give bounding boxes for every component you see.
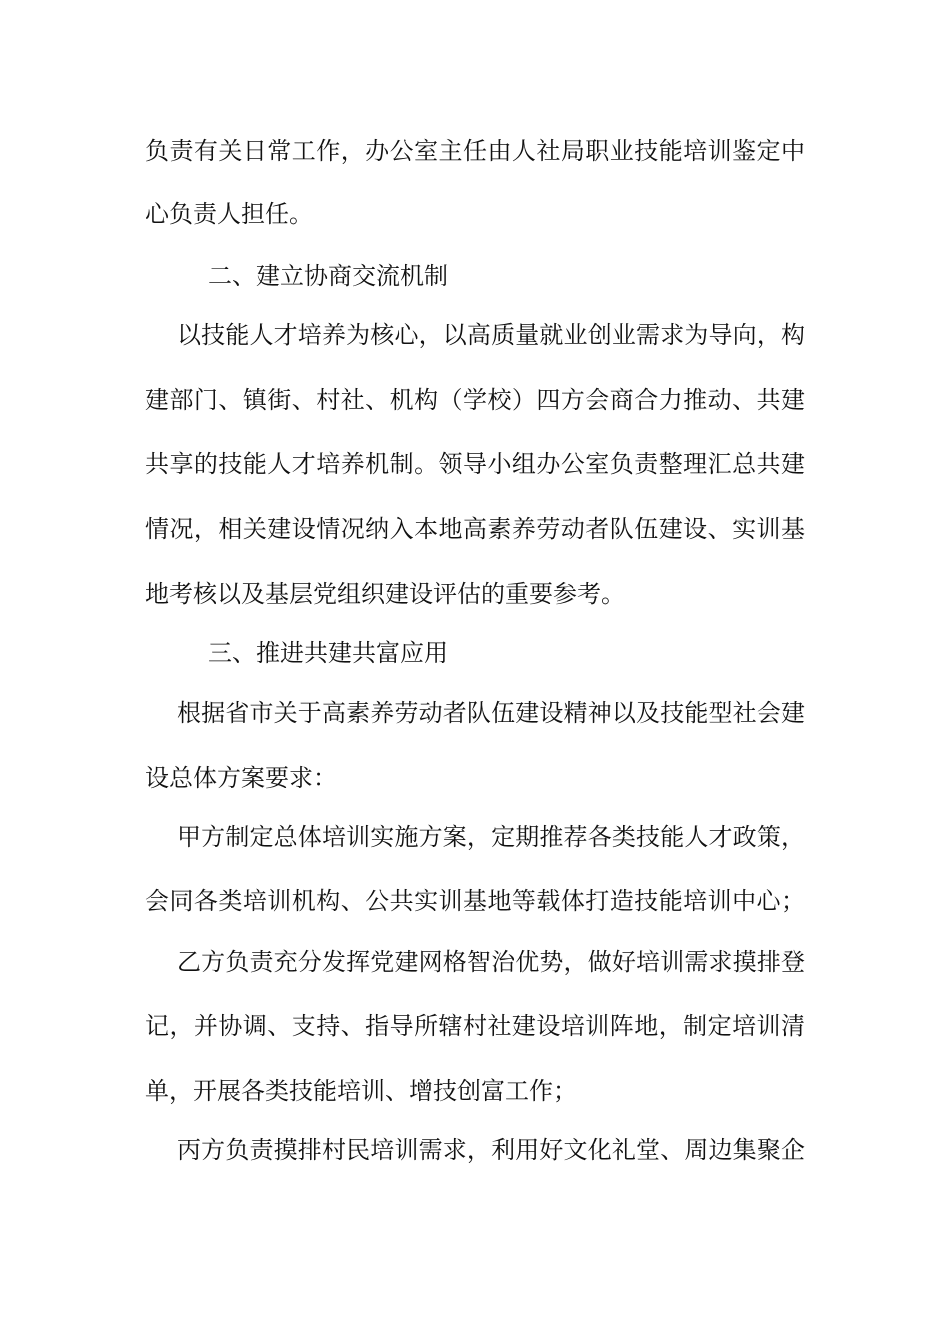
section-heading-3: 三、推进共建共富应用 <box>208 639 448 667</box>
text-line-13: 会同各类培训机构、公共实训基地等载体打造技能培训中心； <box>145 887 805 915</box>
text-line-7: 情况，相关建设情况纳入本地高素养劳动者队伍建设、实训基 <box>145 515 805 543</box>
text-line-2: 心负责人担任。 <box>145 200 313 228</box>
text-line-15: 记，并协调、支持、指导所辖村社建设培训阵地，制定培训清 <box>145 1012 805 1040</box>
text-line-17: 丙方负责摸排村民培训需求，利用好文化礼堂、周边集聚企 <box>177 1136 805 1164</box>
text-line-16: 单，开展各类技能培训、增技创富工作； <box>145 1077 577 1105</box>
text-line-10: 根据省市关于高素养劳动者队伍建设精神以及技能型社会建 <box>177 699 805 727</box>
text-line-5: 建部门、镇街、村社、机构（学校）四方会商合力推动、共建 <box>145 386 805 414</box>
text-line-12: 甲方制定总体培训实施方案，定期推荐各类技能人才政策， <box>177 823 805 851</box>
section-heading-2: 二、建立协商交流机制 <box>208 262 448 290</box>
text-line-1: 负责有关日常工作，办公室主任由人社局职业技能培训鉴定中 <box>145 137 805 165</box>
text-line-14: 乙方负责充分发挥党建网格智治优势，做好培训需求摸排登 <box>177 948 805 976</box>
text-line-6: 共享的技能人才培养机制。领导小组办公室负责整理汇总共建 <box>145 450 805 478</box>
text-line-11: 设总体方案要求： <box>145 764 337 792</box>
text-line-8: 地考核以及基层党组织建设评估的重要参考。 <box>145 580 625 608</box>
text-line-4: 以技能人才培养为核心，以高质量就业创业需求为导向，构 <box>177 321 805 349</box>
